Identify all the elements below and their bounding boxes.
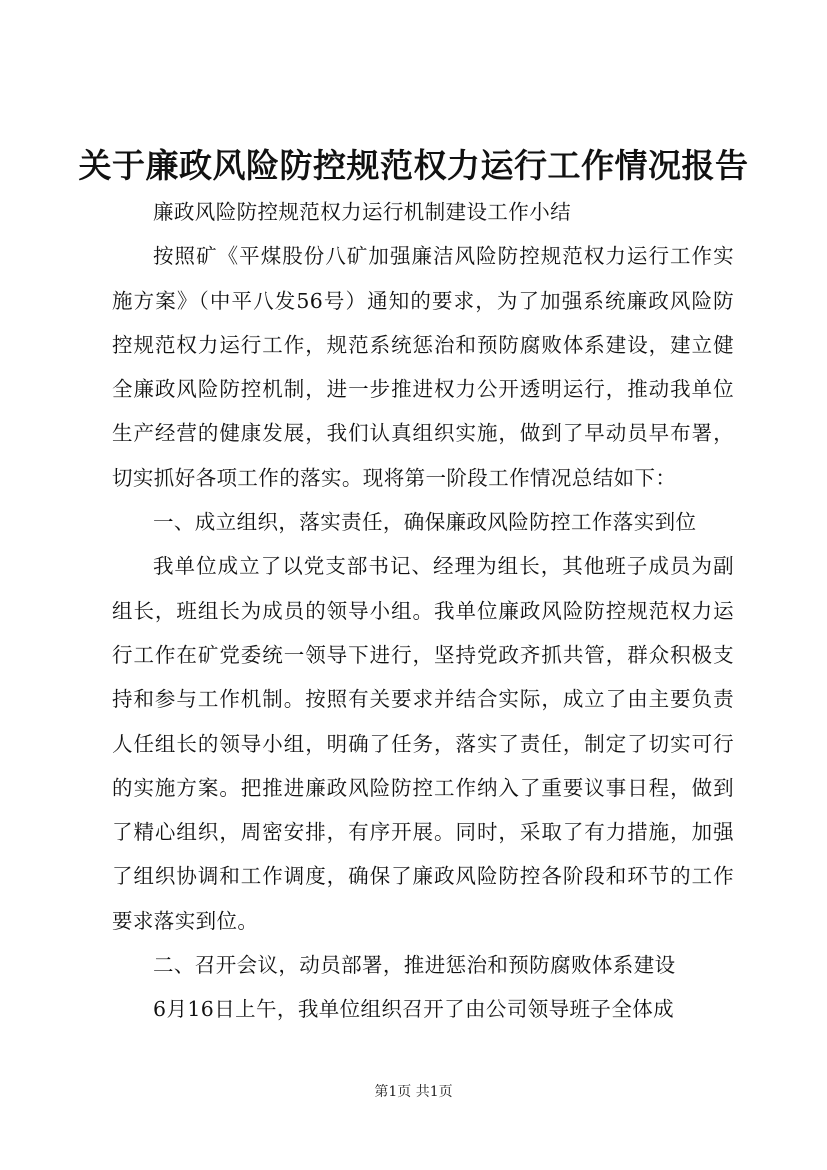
page-footer: 第1页 共1页	[374, 1084, 453, 1100]
section-heading-1: 一、成立组织，落实责任，确保廉政风险防控工作落实到位	[153, 510, 697, 535]
section-1-paragraph: 我单位成立了以党支部书记、经理为组长，其他班子成员为副组长，班组长为成员的领导小组。我单位廉政风险防控规范权力运行工作在矿党委统一领导下进行，坚持党政齐抓共管，群众积极支持和参与工作机制。按照有关要求并结合实际，成立了由主要负责人任组长的领导小组，明确了任务，落实了责任，制定了切实可行的实施方案。把推进廉政风险防控工作纳入了重要议事日程，做到了精心组织，周密安排，有序开展。同时，采取了有力措施，加强了组织协调和工作调度，确保了廉政风险防控各阶段和环节的工作要求落实到位。	[112, 554, 734, 933]
section-2-paragraph: 6月16日上午，我单位组织召开了由公司领导班子全体成	[153, 997, 675, 1022]
subtitle-paragraph: 廉政风险防控规范权力运行机制建设工作小结	[153, 200, 571, 224]
document-title: 关于廉政风险防控规范权力运行工作情况报告	[78, 146, 749, 185]
section-heading-2: 二、召开会议，动员部署，推进惩治和预防腐败体系建设	[153, 953, 676, 978]
intro-paragraph: 按照矿《平煤股份八矿加强廉洁风险防控规范权力运行工作实施方案》（中平八发56号）通知的要求，为了加强系统廉政风险防控规范权力运行工作，规范系统惩治和预防腐败体系建设，建立健全廉政风险防控机制，进一步推进权力公开透明运行，推动我单位生产经营的健康发展，我们认真组织实施，做到了早动员早布署，切实抓好各项工作的落实。现将第一阶段工作情况总结如下：	[112, 244, 734, 490]
document-body	[112, 190, 734, 1032]
